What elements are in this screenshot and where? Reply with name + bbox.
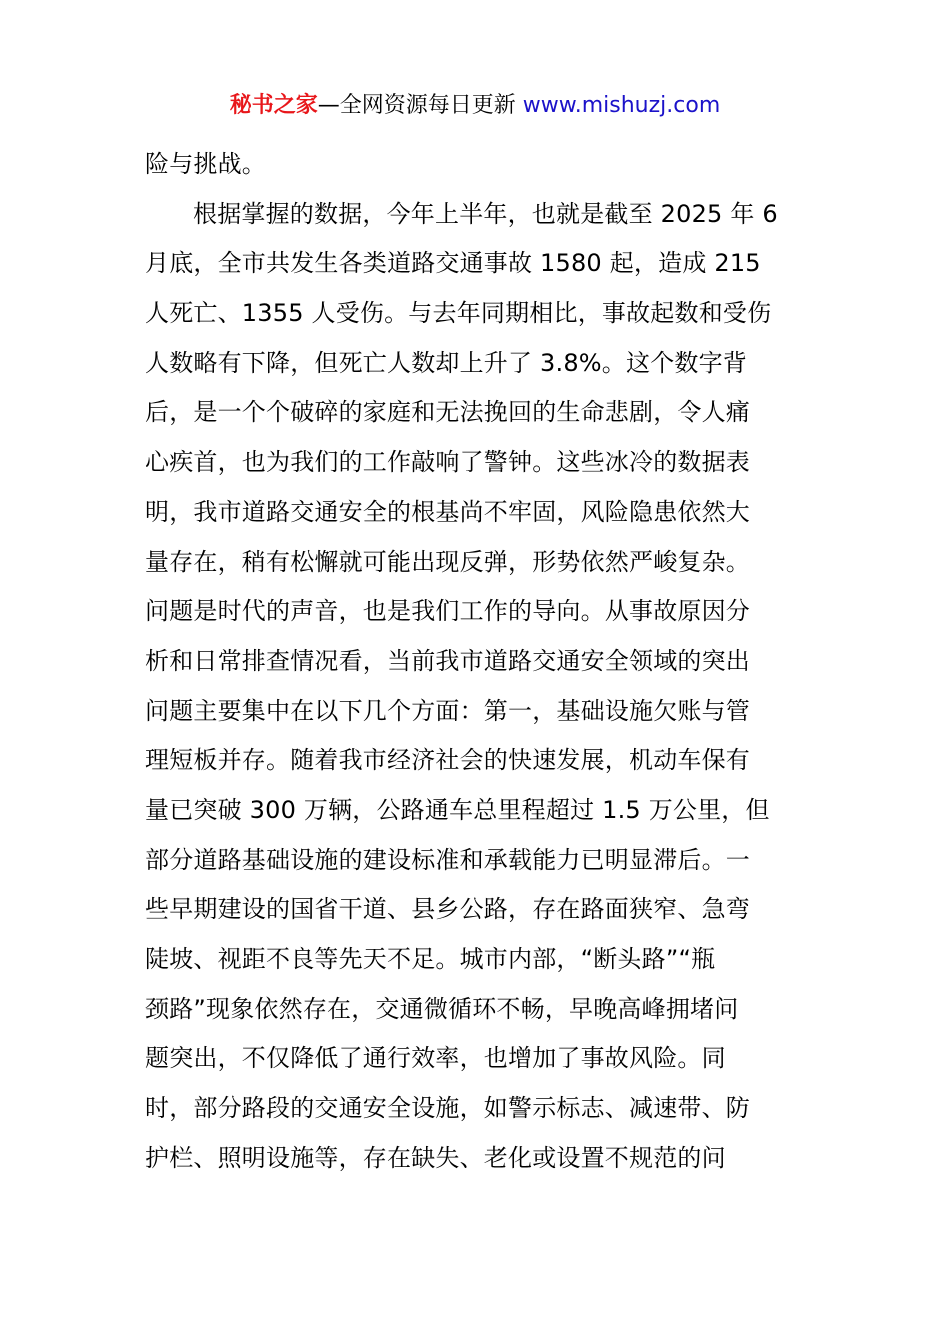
- text-line: 后，是一个个破碎的家庭和无法挽回的生命悲剧，令人痛: [145, 398, 750, 427]
- paragraph-first-line: 根据掌握的数据，今年上半年，也就是截至 2025 年 6: [193, 199, 778, 228]
- text-line: 明，我市道路交通安全的根基尚不牢固，风险隐患依然大: [145, 497, 750, 526]
- text-line: 量已突破 300 万辆，公路通车总里程超过 1.5 万公里，但: [145, 795, 770, 824]
- site-header: [0, 86, 950, 126]
- text-line: 析和日常排查情况看，当前我市道路交通安全领域的突出: [145, 646, 750, 675]
- text-line: 理短板并存。随着我市经济社会的快速发展，机动车保有: [145, 746, 750, 775]
- brand-name: 秘书之家: [229, 93, 318, 118]
- text-line: 量存在，稍有松懈就可能出现反弹，形势依然严峻复杂。: [145, 547, 750, 576]
- site-url-link[interactable]: www.mishuzj.com: [522, 93, 721, 118]
- text-line: 时，部分路段的交通安全设施，如警示标志、减速带、防: [145, 1094, 750, 1123]
- text-line: 陡坡、视距不良等先天不足。城市内部，“断头路”“瓶: [145, 945, 716, 973]
- text-line: 月底，全市共发生各类道路交通事故 1580 起，造成 215: [145, 249, 761, 278]
- text-line: 些早期建设的国省干道、县乡公路，存在路面狭窄、急弯: [145, 895, 750, 924]
- document-body: [145, 140, 815, 1183]
- text-line: 人死亡、1355 人受伤。与去年同期相比，事故起数和受伤: [145, 299, 772, 328]
- text-line: 颈路”现象依然存在，交通微循环不畅，早晚高峰拥堵问: [145, 994, 739, 1023]
- text-line: 险与挑战。: [145, 150, 266, 178]
- text-line: 问题是时代的声音，也是我们工作的导向。从事故原因分: [145, 597, 750, 626]
- text-line: 问题主要集中在以下几个方面：第一，基础设施欠账与管: [145, 696, 750, 725]
- text-line: 护栏、照明设施等，存在缺失、老化或设置不规范的问: [145, 1143, 726, 1172]
- text-line: 题突出，不仅降低了通行效率，也增加了事故风险。同: [145, 1044, 726, 1073]
- header-tagline: —全网资源每日更新: [317, 93, 523, 118]
- text-line: 心疾首，也为我们的工作敲响了警钟。这些冰冷的数据表: [145, 448, 750, 477]
- text-line: 部分道路基础设施的建设标准和承载能力已明显滞后。一: [145, 845, 750, 874]
- text-line: 人数略有下降，但死亡人数却上升了 3.8%。这个数字背: [145, 348, 747, 377]
